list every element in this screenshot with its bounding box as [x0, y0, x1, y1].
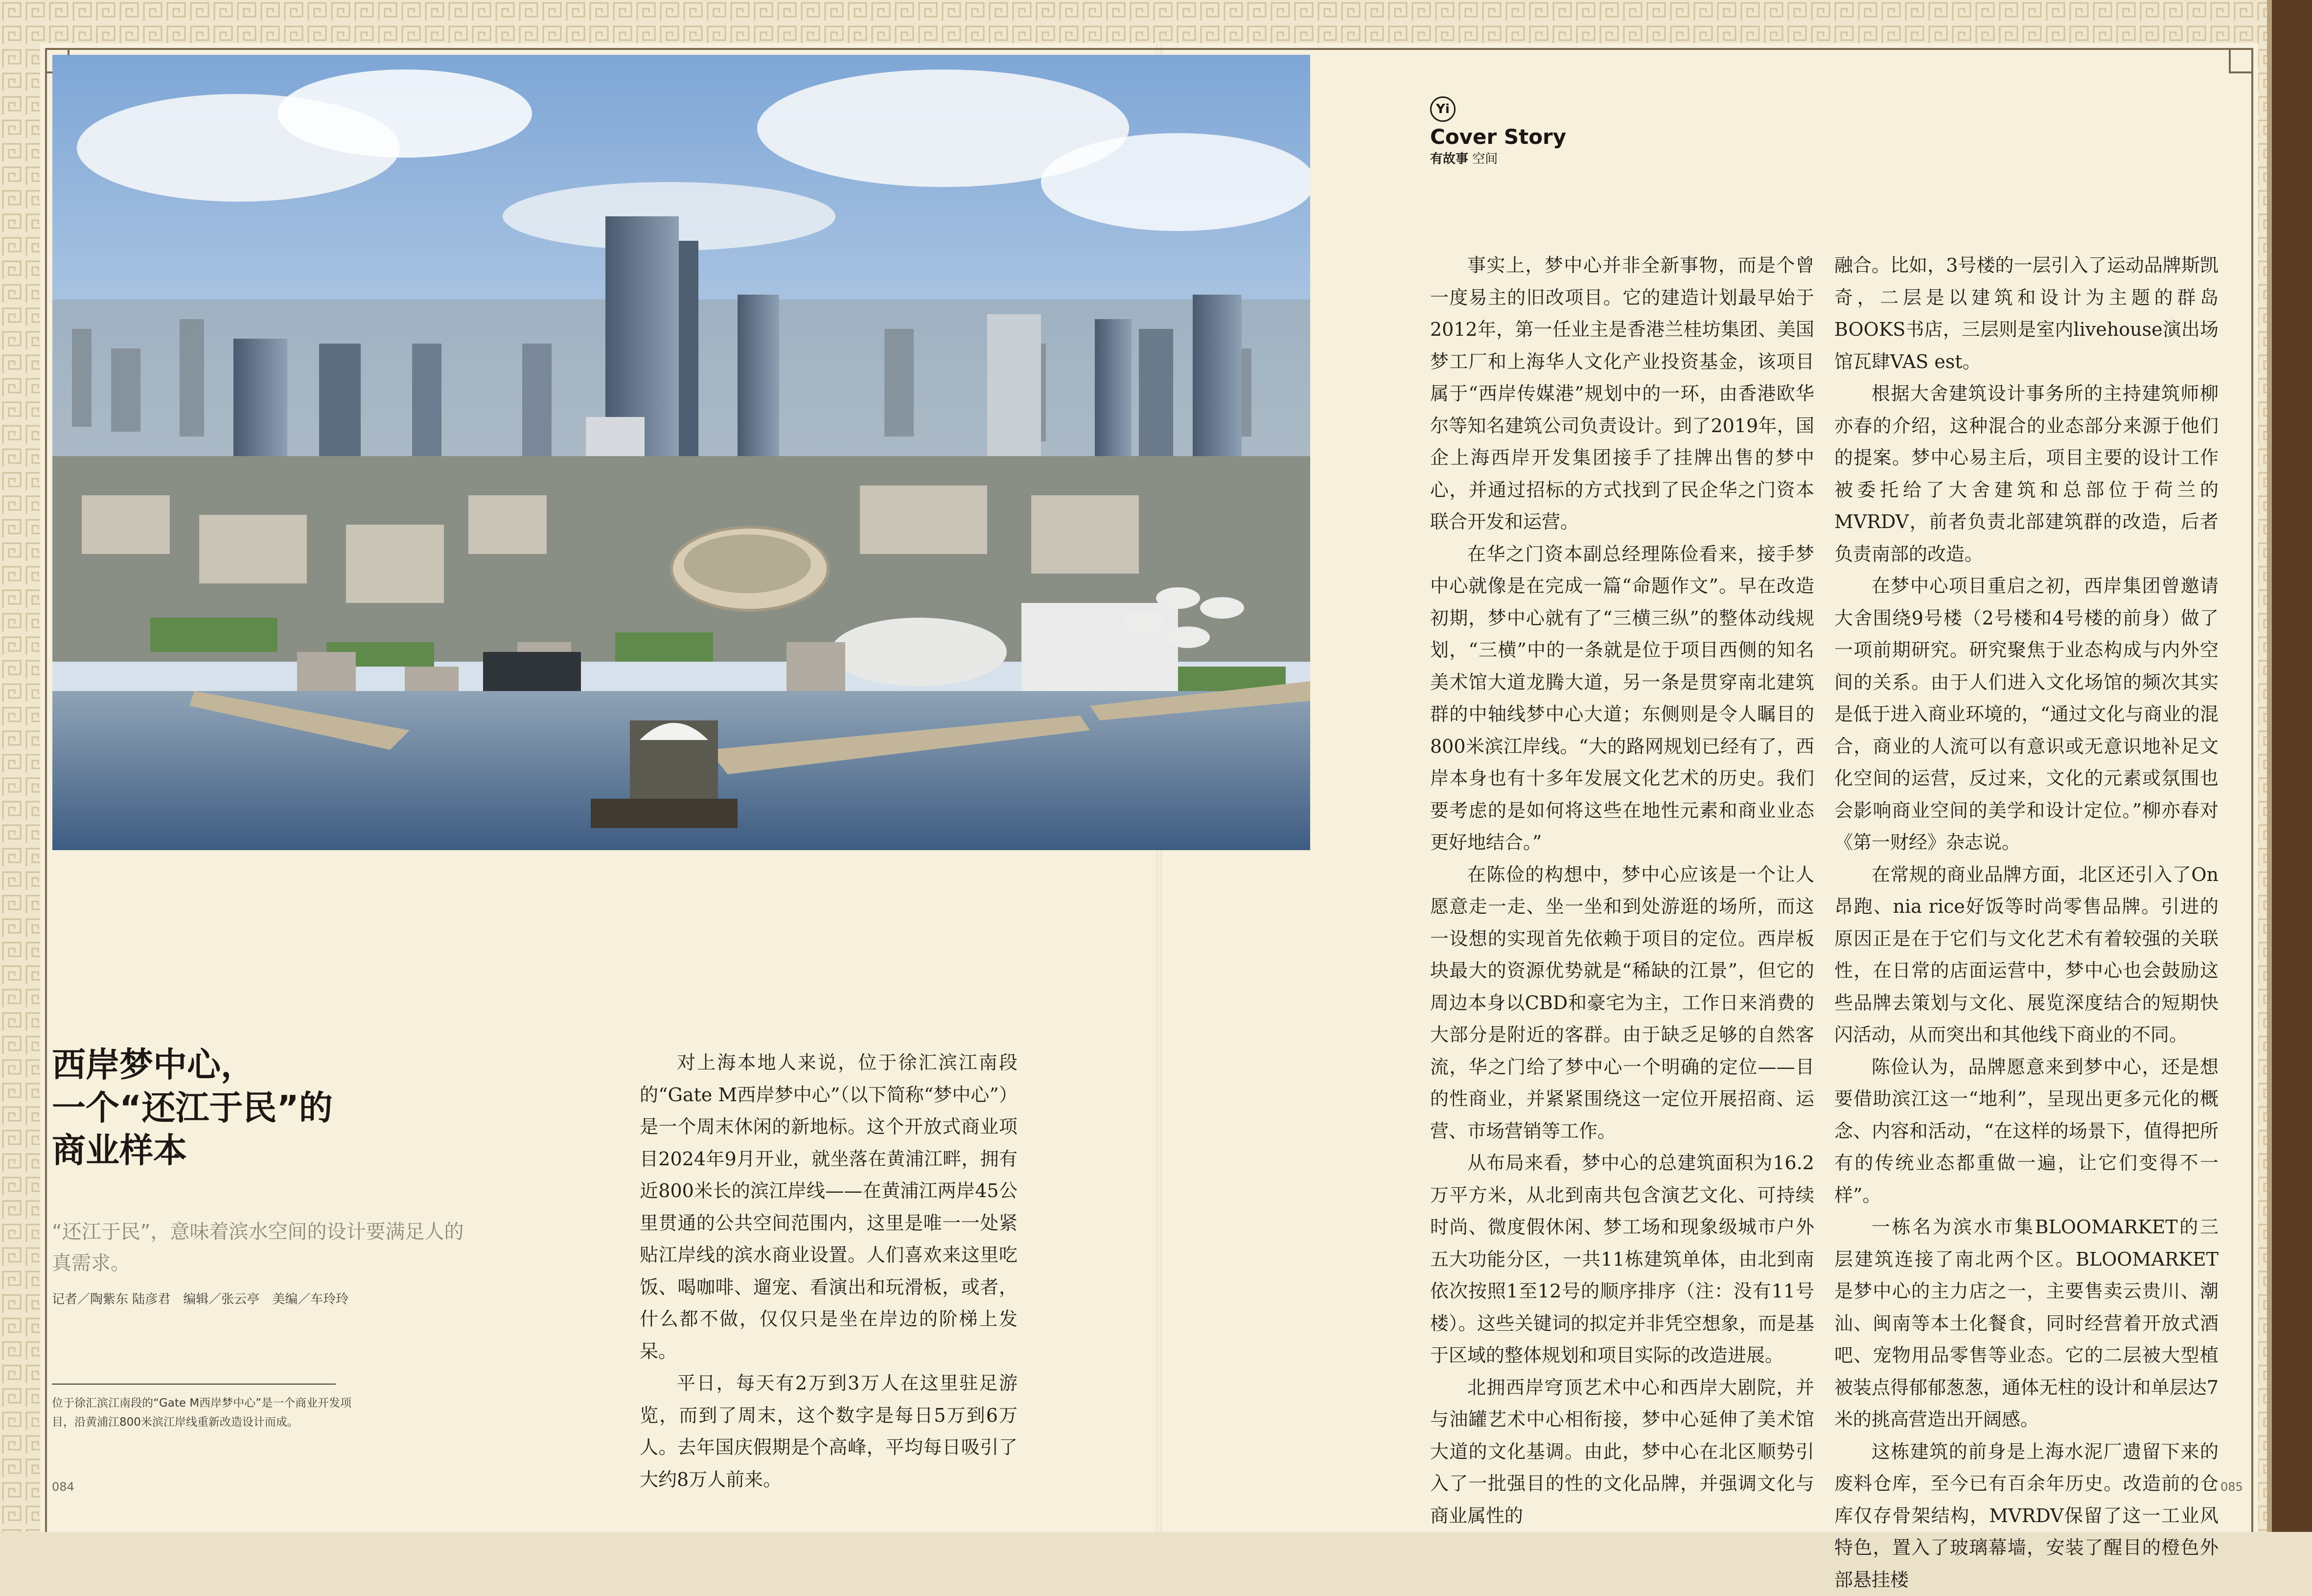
paragraph: 在梦中心项目重启之初，西岸集团曾邀请大舍围绕9号楼（2号楼和4号楼的前身）做了一项前期研究。研究聚焦于业态构成与内外空间的关系。由于人们进入文化场馆的频次其实是低于进入商业环境的，“通过文化与商业的混合，商业的人流可以有意识或无意识地补足文化空间的运营，反过来，文化的元素或氛围也会影响商业空间的美学和设计定位。”柳亦春对《第一财经》杂志说。 [1834, 570, 2219, 859]
yi-logo-icon: Yi [1430, 96, 1456, 122]
section-subtitle-rest: 空间 [1468, 152, 1498, 166]
body-column-1 [640, 1047, 1017, 1496]
photo-caption: 位于徐汇滨江南段的“Gate M西岸梦中心”是一个商业开发项目，沿黄浦江800米滨江岸线重新改造设计而成。 [52, 1394, 355, 1432]
body-column-3 [1834, 250, 2219, 1596]
paragraph: 在陈俭的构想中，梦中心应该是一个让人愿意走一走、坐一坐和到处游逛的场所，而这一设想的实现首先依赖于项目的定位。西岸板块最大的资源优势就是“稀缺的江景”，但它的周边本身以CBD和豪宅为主，工作日来消费的大部分是附近的客群。由于缺乏足够的自然客流，华之门给了梦中心一个明确的定位——目的性商业，并紧紧围绕这一定位开展招商、运营、市场营销等工作。 [1430, 859, 1814, 1148]
body-column-2 [1430, 250, 1814, 1532]
paragraph: 北拥西岸穹顶艺术中心和西岸大剧院，并与油罐艺术中心相衔接，梦中心延伸了美术馆大道的文化基调。由此，梦中心在北区顺势引入了一批强目的性的文化品牌，并强调文化与商业属性的 [1430, 1372, 1814, 1532]
page-number-left: 084 [52, 1480, 74, 1494]
paragraph: 一栋名为滨水市集BLOOMARKET的三层建筑连接了南北两个区。BLOOMARKET是梦中心的主力店之一，主要售卖云贵川、潮汕、闽南等本土化餐食，同时经营着开放式酒吧、宠物用品零售等业态。它的二层被大型植被装点得郁郁葱葱，通体无柱的设计和单层达7米的挑高营造出开阔感。 [1834, 1211, 2219, 1436]
page-number-right: 085 [2220, 1480, 2243, 1494]
article-headline [52, 1044, 492, 1173]
aerial-waterfront-photo [52, 55, 1310, 850]
paragraph: 事实上，梦中心并非全新事物，而是个曾一度易主的旧改项目。它的建造计划最早始于2012年，第一任业主是香港兰桂坊集团、美国梦工厂和上海华人文化产业投资基金，该项目属于“西岸传媒港”规划中的一环，由香港欧华尔等知名建筑公司负责设计。到了2019年，国企上海西岸开发集团接手了挂牌出售的梦中心，并通过招标的方式找到了民企华之门资本联合开发和运营。 [1430, 250, 1814, 538]
section-branding [1430, 96, 1626, 167]
paragraph: 根据大舍建筑设计事务所的主持建筑师柳亦春的介绍，这种混合的业态部分来源于他们的提案。梦中心易主后，项目主要的设计工作被委托给了大舍建筑和总部位于荷兰的MVRDV，前者负责北部建筑群的改造，后者负责南部的改造。 [1834, 378, 2219, 570]
headline-line-2: 一个“还江于民”的 [52, 1087, 492, 1130]
section-subtitle [1430, 149, 1626, 167]
article-deck: “还江于民”，意味着滨水空间的设计要满足人的真需求。 [52, 1216, 483, 1279]
paragraph: 陈俭认为，品牌愿意来到梦中心，还是想要借助滨江这一“地利”，呈现出更多元化的概念、内容和活动，“在这样的场景下，值得把所有的传统业态都重做一遍，让它们变得不一样”。 [1834, 1051, 2219, 1212]
paragraph: 融合。比如，3号楼的一层引入了运动品牌斯凯奇，二层是以建筑和设计为主题的群岛BOOKS书店，三层则是室内livehouse演出场馆瓦肆VAS est。 [1834, 250, 2219, 378]
paragraph: 平日，每天有2万到3万人在这里驻足游览，而到了周末，这个数字是每日5万到6万人。去年国庆假期是个高峰，平均每日吸引了大约8万人前来。 [640, 1367, 1017, 1496]
paragraph: 这栋建筑的前身是上海水泥厂遗留下来的废料仓库，至今已有百余年历史。改造前的仓库仅存骨架结构，MVRDV保留了这一工业风特色，置入了玻璃幕墙，安装了醒目的橙色外部悬挂楼 [1834, 1436, 2219, 1596]
paragraph: 在常规的商业品牌方面，北区还引入了On昂跑、nia rice好饭等时尚零售品牌。引进的原因正是在于它们与文化艺术有着较强的关联性，在日常的店面运营中，梦中心也会鼓励这些品牌去策划与文化、展览深度结合的短期快闪活动，从而突出和其他线下商业的不同。 [1834, 859, 2219, 1051]
paragraph: 对上海本地人来说，位于徐汇滨江南段的“Gate M西岸梦中心”（以下简称“梦中心”）是一个周末休闲的新地标。这个开放式商业项目2024年9月开业，就坐落在黄浦江畔，拥有近800米长的滨江岸线——在黄浦江两岸45公里贯通的公共空间范围内，这里是唯一一处紧贴江岸线的滨水商业设置。人们喜欢来这里吃饭、喝咖啡、遛宠、看演出和玩滑板，或者，什么都不做，仅仅只是坐在岸边的阶梯上发呆。 [640, 1047, 1017, 1367]
paragraph: 从布局来看，梦中心的总建筑面积为16.2万平方米，从北到南共包含演艺文化、可持续时尚、微度假休闲、梦工场和现象级城市户外五大功能分区，一共11栋建筑单体，由北到南依次按照1至12号的顺序排序（注：没有11号楼）。这些关键词的拟定并非凭空想象，而是基于区域的整体规划和项目实际的改造进展。 [1430, 1147, 1814, 1372]
section-title: Cover Story [1430, 125, 1626, 149]
headline-line-1: 西岸梦中心， [52, 1044, 492, 1087]
section-subtitle-bold: 有故事 [1430, 152, 1468, 166]
article-credits: 记者／陶紫东 陆彦君 编辑／张云亭 美编／车玲玲 [52, 1289, 492, 1307]
paragraph: 在华之门资本副总经理陈俭看来，接手梦中心就像是在完成一篇“命题作文”。早在改造初期，梦中心就有了“三横三纵”的整体动线规划，“三横”中的一条就是位于项目西侧的知名美术馆大道龙腾大道，另一条是贯穿南北建筑群的中轴线梦中心大道；东侧则是令人瞩目的800米滨江岸线。“大的路网规划已经有了，西岸本身也有十多年发展文化艺术的历史。我们要考虑的是如何将这些在地性元素和商业业态更好地结合。” [1430, 538, 1814, 859]
caption-divider [52, 1384, 336, 1385]
headline-line-3: 商业样本 [52, 1130, 492, 1173]
